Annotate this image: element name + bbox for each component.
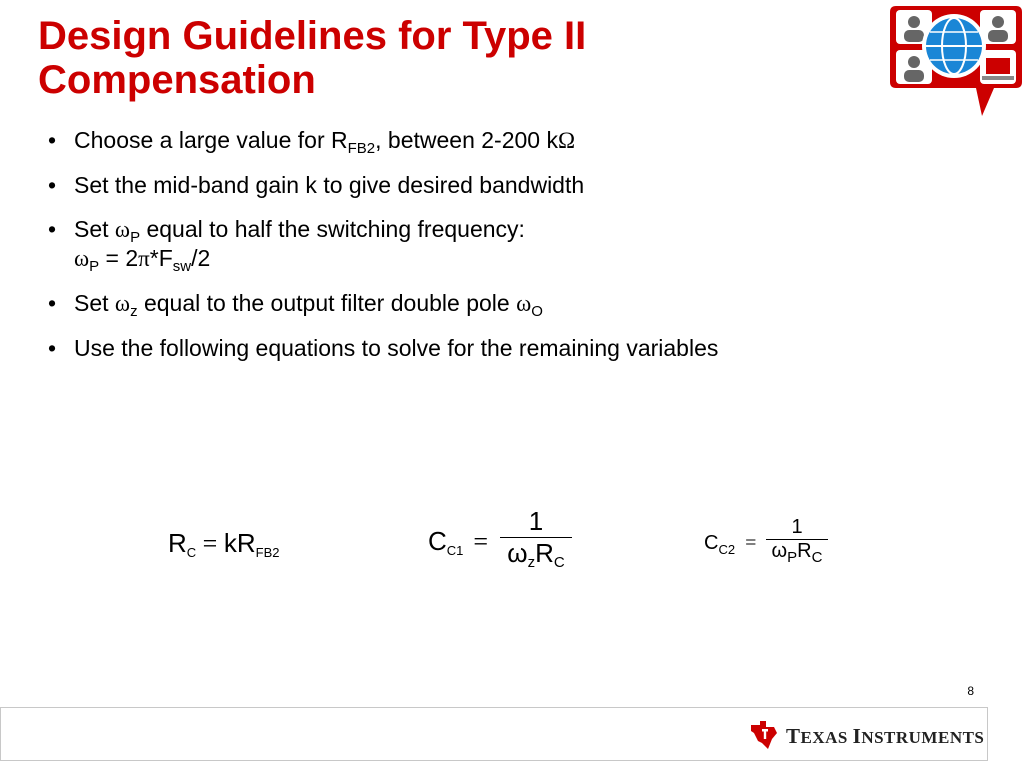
numerator: 1 [528, 506, 544, 536]
bullet-item: • Set $\omega_P$ equal to half the switching frequency: $\omega_P = 2\pi*F_{sw}/2$ [48, 215, 718, 273]
omega-ohm-symbol: Ω [557, 128, 576, 153]
slide-title-line-2: Compensation [38, 58, 316, 102]
slide-title [38, 14, 586, 102]
bullet-item: • Set $\omega_z$ equal to the output filter double pole $\omega_O$ [48, 289, 718, 318]
equation-cc2: $C_{C2}$ = [704, 532, 757, 557]
fraction-cc2 [766, 516, 828, 566]
bullet-list [48, 126, 718, 378]
texas-instruments-wordmark: TEXAS INSTRUMENTS [786, 724, 985, 748]
page-number: 8 [967, 684, 974, 698]
denominator: $\omega_PR_C$ [771, 540, 823, 566]
fraction-cc1 [500, 506, 572, 569]
equation-rc: $R_C = kR_{FB2}$ [168, 528, 280, 560]
bullet-item: • Use the following equations to solve for the remaining variables [48, 334, 718, 362]
denominator: $\omega_zR_C$ [507, 538, 565, 571]
equation-cc1: $C_{C1}$ = [428, 526, 489, 558]
bullet-item: • Choose a large value for $R_{FB2}$, between 2-200 kΩ [48, 126, 718, 155]
people-globe-logo-icon [884, 0, 1024, 118]
texas-instruments-logo-icon [748, 719, 780, 751]
numerator: 1 [791, 516, 803, 538]
bullet-item: • Set the mid-band gain k to give desired bandwidth [48, 171, 718, 199]
slide-title-line-1: Design Guidelines for Type II [38, 14, 587, 58]
